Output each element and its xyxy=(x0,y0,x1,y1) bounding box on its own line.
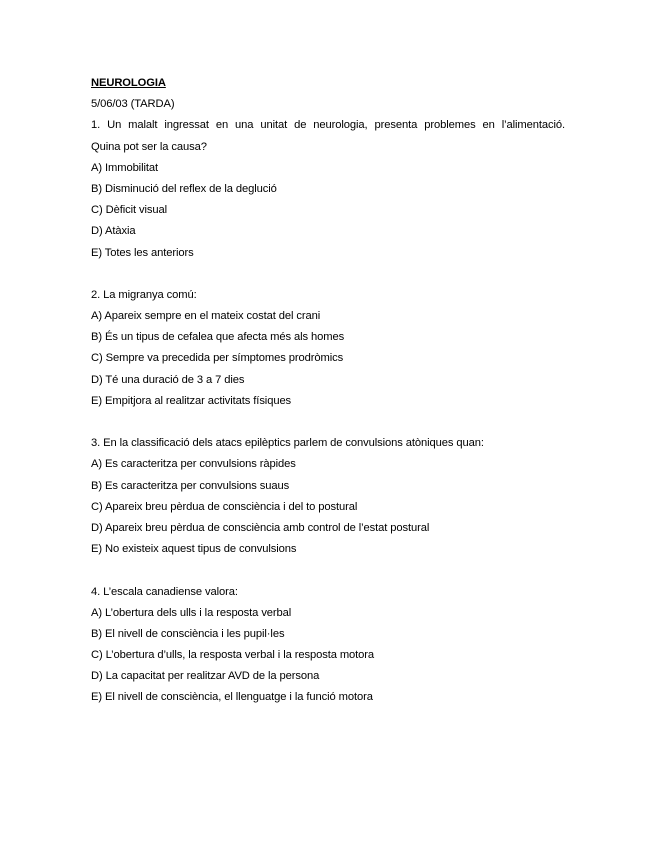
spacer xyxy=(91,265,591,286)
answer-option-c: C) Apareix breu pèrdua de consciència i del to postural xyxy=(91,500,358,513)
answer-option-c: C) Sempre va precedida per símptomes prodròmics xyxy=(91,352,344,365)
answer-option-c: C) L’obertura d’ulls, la resposta verbal i la resposta motora xyxy=(91,649,375,662)
question-2 xyxy=(91,286,591,413)
answer-option-a: A) Apareix sempre en el mateix costat del crani xyxy=(91,310,321,323)
answer-option-b: B) El nivell de consciència i les pupil·les xyxy=(91,627,285,640)
document-title: NEUROLOGIA xyxy=(91,77,166,89)
answer-option-a: A) Immobilitat xyxy=(91,161,158,174)
question-stem: 4. L’escala canadiense valora: xyxy=(91,585,238,598)
answer-option-c: C) Dèficit visual xyxy=(91,204,168,217)
question-stem: 1. Un malalt ingressat en una unitat de neurologia, presenta problemes en l’alimentació. xyxy=(91,119,565,132)
answer-option-e: E) No existeix aquest tipus de convulsions xyxy=(91,543,297,556)
exam-date: 5/06/03 (TARDA) xyxy=(91,98,175,111)
question-stem: 3. En la classificació dels atacs epilèptics parlem de convulsions atòniques quan: xyxy=(91,437,484,450)
answer-option-d: D) Atàxia xyxy=(91,225,136,238)
answer-option-a: A) Es caracteritza per convulsions ràpides xyxy=(91,458,296,471)
answer-option-d: D) Té una duració de 3 a 7 dies xyxy=(91,373,245,386)
spacer xyxy=(91,413,591,434)
question-stem-continued: Quina pot ser la causa? xyxy=(91,140,207,153)
answer-option-d: D) Apareix breu pèrdua de consciència amb control de l’estat postural xyxy=(91,521,430,534)
answer-option-b: B) Es caracteritza per convulsions suaus xyxy=(91,479,290,492)
spacer xyxy=(91,561,591,582)
answer-option-e: E) Empitjora al realitzar activitats físiques xyxy=(91,394,292,407)
answer-option-d: D) La capacitat per realitzar AVD de la persona xyxy=(91,670,320,683)
question-stem: 2. La migranya comú: xyxy=(91,288,197,301)
answer-option-a: A) L’obertura dels ulls i la resposta verbal xyxy=(91,606,292,619)
answer-option-e: E) Totes les anteriors xyxy=(91,246,194,259)
question-1 xyxy=(91,116,591,264)
answer-option-b: B) Disminució del reflex de la deglució xyxy=(91,182,277,195)
question-4 xyxy=(91,583,591,710)
question-3 xyxy=(91,434,591,561)
answer-option-b: B) És un tipus de cefalea que afecta més als homes xyxy=(91,331,345,344)
answer-option-e: E) El nivell de consciència, el llenguatge i la funció motora xyxy=(91,691,373,704)
document-page xyxy=(91,74,591,710)
